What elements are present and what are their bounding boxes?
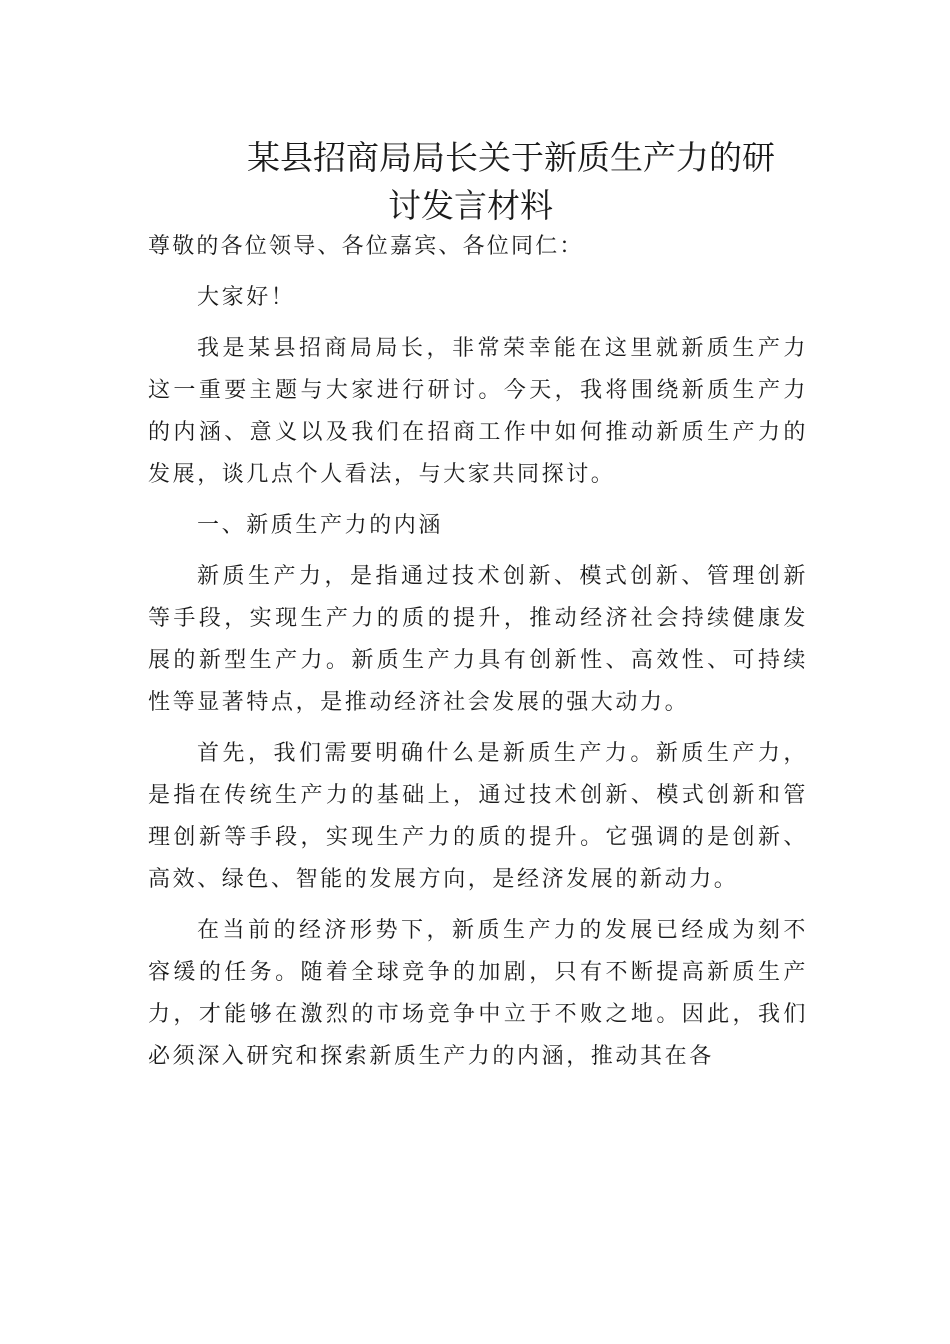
document-title (0, 134, 950, 230)
paragraph-first: 首先，我们需要明确什么是新质生产力。新质生产力，是指在传统生产力的基础上，通过技术创新、模式创新和管理创新等手段，实现生产力的质的提升。它强调的是创新、高效、绿色、智能的发展方向，是经济发展的新动力。 (148, 741, 808, 892)
paragraph-definition: 新质生产力，是指通过技术创新、模式创新、管理创新等手段，实现生产力的质的提升，推动经济社会持续健康发展的新型生产力。新质生产力具有创新性、高效性、可持续性等显著特点，是推动经济社会发展的强大动力。 (148, 564, 808, 715)
title-line-2: 讨发言材料 (388, 186, 553, 225)
greeting: 大家好！ (197, 285, 296, 310)
paragraph-intro: 我是某县招商局局长，非常荣幸能在这里就新质生产力这一重要主题与大家进行研讨。今天，我将围绕新质生产力的内涵、意义以及我们在招商工作中如何推动新质生产力的发展，谈几点个人看法，与大家共同探讨。 (148, 336, 808, 487)
document-body (148, 226, 808, 1087)
salutation: 尊敬的各位领导、各位嘉宾、各位同仁： (148, 234, 584, 259)
paragraph-situation: 在当前的经济形势下，新质生产力的发展已经成为刻不容缓的任务。随着全球竞争的加剧，只有不断提高新质生产力，才能够在激烈的市场竞争中立于不败之地。因此，我们必须深入研究和探索新质生产力的内涵，推动其在各 (148, 918, 808, 1069)
section-heading: 一、新质生产力的内涵 (197, 513, 444, 538)
title-line-1: 某县招商局局长关于新质生产力的研 (247, 138, 775, 177)
